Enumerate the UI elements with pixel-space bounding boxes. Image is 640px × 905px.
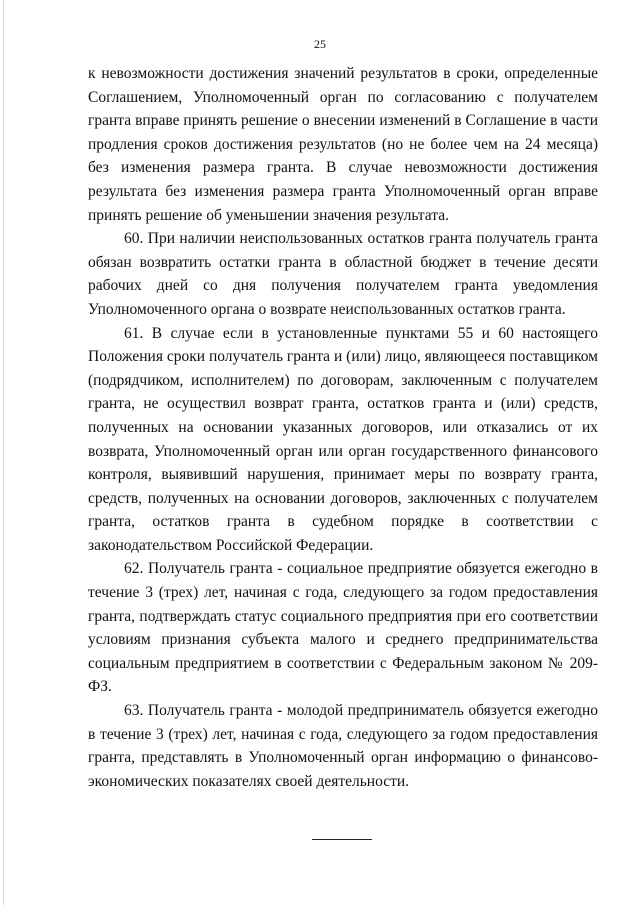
paragraph-63: 63. Получатель гранта - молодой предприниматель обязуется ежегодно в течение 3 (трех) лет, начиная с года, следующего за годом предоставления гранта, представлять в Уполномоченный орган информацию о финансово-экономических показателях своей деятельности.	[88, 702, 598, 790]
paragraph-62: 62. Получатель гранта - социальное предприятие обязуется ежегодно в течение 3 (трех) лет, начиная с года, следующего за годом предоставления гранта, подтверждать статус социального предприятия при его соответствии условиям признания субъекта малого и среднего предпринимательства социальным предприятием в соответствии с Федеральным законом № 209-ФЗ.	[88, 560, 598, 696]
document-body	[88, 62, 598, 793]
paragraph-61: 61. В случае если в установленные пунктами 55 и 60 настоящего Положения сроки получатель гранта и (или) лицо, являющееся поставщиком (подрядчиком, исполнителем) по договорам, заключенным с получателем гранта, не осуществил возврат гранта, остатков гранта и (или) средств, полученных на основании указанных договоров, или отказались от их возврата, Уполномоченный орган или орган государственного финансового контроля, выявивший нарушения, принимает меры по возврату гранта, средств, полученных на основании договоров, заключенных с получателем гранта, остатков гранта в судебном порядке в соответствии с законодательством Российской Федерации.	[88, 324, 598, 554]
page-number: 25	[314, 37, 326, 51]
paragraph-60: 60. При наличии неиспользованных остатков гранта получатель гранта обязан возвратить остатки гранта в областной бюджет в течение десяти рабочих дней со дня получения получателем гранта уведомления Уполномоченного органа о возврате неиспользованных остатков гранта.	[88, 230, 598, 318]
paragraph-59-continuation: к невозможности достижения значений результатов в сроки, определенные Соглашением, Уполномоченный орган по согласованию с получателем гранта вправе принять решение о внесении изменений в Соглашение в части продления сроков достижения результатов (но не более чем на 24 месяца) без изменения размера гранта. В случае невозможности достижения результата без изменения размера гранта Уполномоченный орган вправе принять решение об уменьшении значения результата.	[88, 65, 598, 224]
end-divider	[312, 839, 372, 840]
scan-edge	[3, 0, 4, 905]
